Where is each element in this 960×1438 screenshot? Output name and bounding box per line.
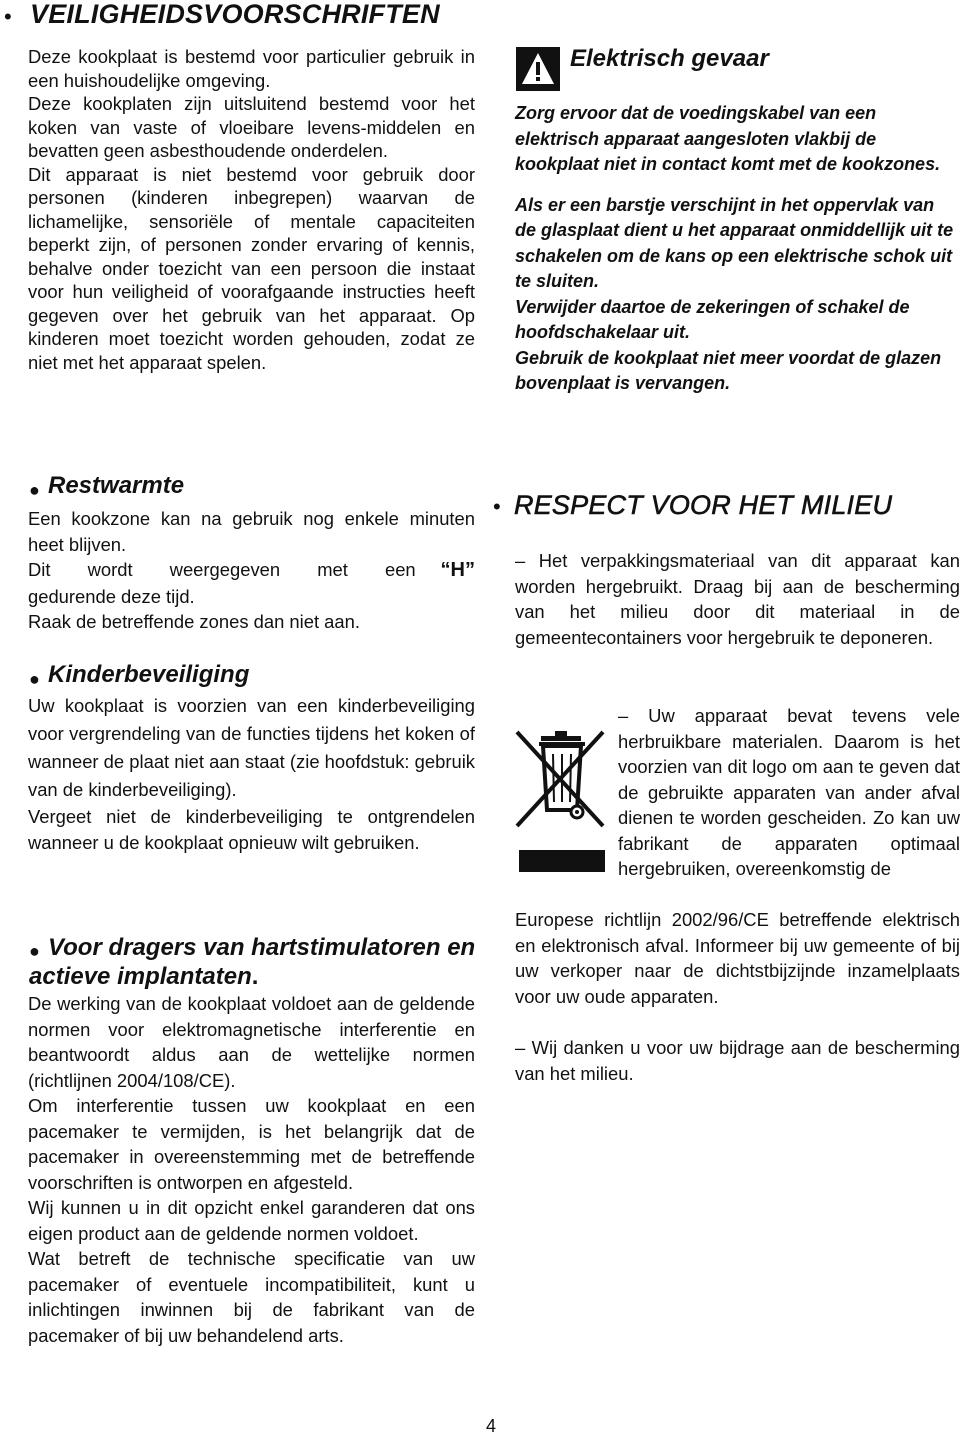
kinder-title: Kinderbeveiliging — [48, 661, 250, 688]
pacemaker-text — [28, 991, 475, 1348]
electric-text — [515, 101, 955, 397]
kinder-bullet: ● — [29, 669, 40, 689]
pacemaker-bullet: ● — [29, 941, 40, 961]
title-bullet: • — [4, 4, 12, 29]
restwarmte-line-text: Dit wordt weergegeven met een — [28, 559, 416, 580]
kinder-text — [28, 692, 475, 855]
intro-text — [28, 45, 475, 374]
electric-paragraph: Als er een barstje verschijnt in het oppervlak van de glasplaat dient u het apparaat onmiddellijk uit te schakelen om de kans op een elektrische schok uit te sluiten. — [515, 194, 954, 291]
page-title: VEILIGHEIDSVOORSCHRIFTEN — [30, 0, 440, 29]
pacemaker-title-end: . — [251, 963, 259, 990]
electric-paragraph: Gebruik de kookplaat niet meer voordat de glazen bovenplaat is vervangen. — [515, 347, 942, 393]
pacemaker-paragraph: Om interferentie tussen uw kookplaat en een pacemaker te vermijden, is het belangrijk dat de pacemaker in overeenstemming met de betreffende voorschriften is ontworpen en afgesteld. — [28, 1095, 475, 1193]
warning-triangle-icon — [516, 47, 560, 91]
milieu-paragraph: – Uw apparaat bevat tevens vele herbruikbare materialen. Daarom is het voorzien van dit logo om aan te geven dat de gebruikte apparaten van ander afval dienen te worden gescheiden. Zo kan uw fabrikant de apparaten optimaal hergebruiken, overeenkomstig de — [618, 705, 960, 879]
intro-paragraph: Deze kookplaat is bestemd voor particulier gebruik in een huishoudelijke omgeving. — [28, 46, 475, 91]
restwarmte-paragraph: Raak de betreffende zones dan niet aan. — [28, 611, 360, 632]
h-indicator: “H” — [440, 559, 475, 581]
milieu-text-3 — [515, 907, 960, 1086]
intro-paragraph: Deze kookplaten zijn uitsluitend bestemd voor het koken van vaste of vloeibare levens-middelen en bevatten geen asbesthoudende onderdelen. — [28, 93, 475, 161]
restwarmte-h-line — [28, 557, 475, 584]
kinder-paragraph: Uw kookplaat is voorzien van een kinderbeveiliging voor vergrendeling van de functies tijdens het koken of wanneer de plaat niet aan staat (zie hoofdstuk: gebruik van de kinderbeveiliging). — [28, 695, 475, 800]
restwarmte-title: Restwarmte — [48, 472, 185, 499]
pacemaker-paragraph: Wat betreft de technische specificatie van uw pacemaker of eventuele incompatibiliteit, kunt u inlichtingen inwinnen bij de fabrikant van de pacemaker of bij uw behandelend arts. — [28, 1248, 475, 1346]
electric-paragraph: Zorg ervoor dat de voedingskabel van een elektrisch apparaat aangesloten vlakbij de kookplaat niet in contact komt met de kookzones. — [515, 103, 941, 174]
pacemaker-paragraph: De werking van de kookplaat voldoet aan de geldende normen voor elektromagnetische interferentie en beantwoordt aldus aan de wettelijke normen (richtlijnen 2004/108/CE). — [28, 993, 475, 1091]
restwarmte-paragraph: gedurende deze tijd. — [28, 585, 195, 607]
milieu-bullet: • — [493, 494, 501, 519]
milieu-paragraph: Europese richtlijn 2002/96/CE betreffende elektrisch en elektronisch afval. Informeer bij uw gemeente of bij uw verkoper naar de dichtstbijzijnde inzamelplaats voor uw oude apparaten. — [515, 909, 960, 1007]
intro-paragraph: Dit apparaat is niet bestemd voor gebruik door personen (kinderen inbegrepen) waarvan de lichamelijke, sensoriële of mentale capaciteiten beperkt zijn, of personen zonder ervaring of kennis, behalve onder toezicht van een persoon die instaat voor hun veiligheid of voorafgaande instructies heeft gegeven over het gebruik van het apparaat. Op kinderen moet toezicht worden gehouden, zodat ze niet met het apparaat spelen. — [28, 163, 475, 373]
milieu-paragraph: – Wij danken u voor uw bijdrage aan de bescherming van het milieu. — [515, 1037, 960, 1084]
page-number: 4 — [486, 1416, 497, 1436]
pacemaker-title-text: Voor dragers van hartstimulatoren en actieve implantaten — [29, 934, 476, 990]
milieu-title: RESPECT VOOR HET MILIEU — [514, 490, 893, 520]
pacemaker-paragraph: Wij kunnen u in dit opzicht enkel garanderen dat ons eigen product aan de geldende normen voldoet. — [28, 1197, 475, 1244]
electric-title: Elektrisch gevaar — [570, 45, 769, 72]
electric-paragraph: Verwijder daartoe de zekeringen of schakel de hoofdschakelaar uit. — [515, 296, 910, 342]
milieu-text-2 — [618, 703, 960, 882]
restwarmte-paragraph: Een kookzone kan na gebruik nog enkele minuten heet blijven. — [28, 508, 475, 555]
warning-icon-box — [516, 47, 560, 91]
restwarmte-bullet: ● — [29, 480, 40, 500]
milieu-paragraph: – Het verpakkingsmateriaal van dit apparaat kan worden hergebruikt. Draag bij aan de bescherming van het milieu door dit materiaal in de gemeentecontainers voor hergebruik te deponeren. — [515, 550, 960, 648]
kinder-paragraph: Vergeet niet de kinderbeveiliging te ontgrendelen wanneer u de kookplaat opnieuw wilt gebruiken. — [28, 806, 475, 853]
pacemaker-title — [29, 933, 484, 991]
restwarmte-text — [28, 506, 475, 635]
milieu-text-1 — [515, 548, 960, 650]
crossed-out-wheelie-bin-icon — [515, 728, 607, 878]
